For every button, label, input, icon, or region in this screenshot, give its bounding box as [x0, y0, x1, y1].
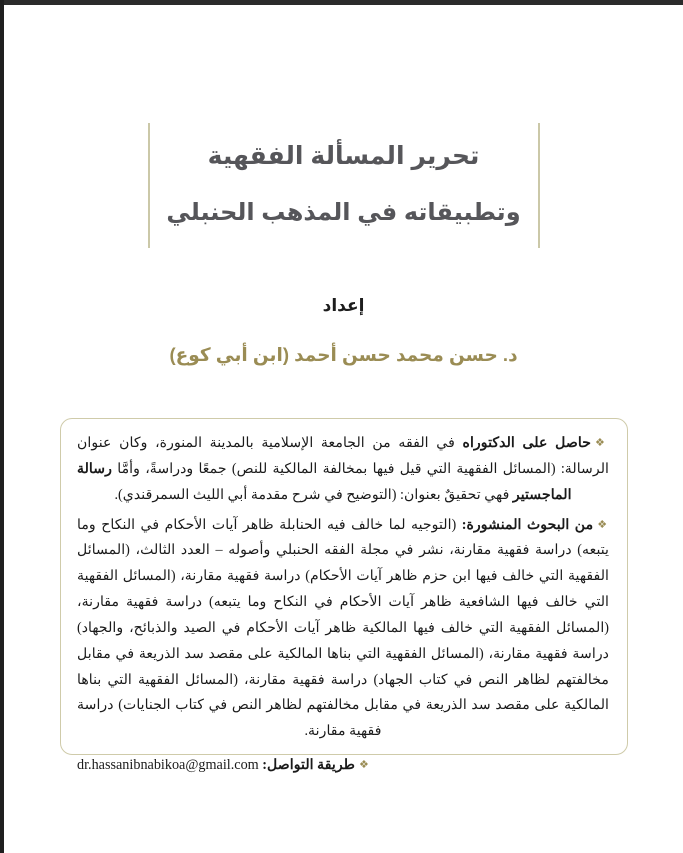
document-page [4, 5, 683, 853]
bio-publications-rest: (التوجيه لما خالف فيه الحنابلة ظاهر آيات الأحكام في النكاح وما يتبعه) دراسة فقهية مقارنة، نشر في مجلة الفقه الحنبلي وأصوله – العدد الثالث، (المسائل الفقهية التي خالف فيها ابن حزم ظاهر آيات الأحكام) دراسة فقهية مقارنة، (المسائل الفقهية التي خالف فيها الشافعية ظاهر آيات الأحكام في النكاح وما يتبعه) دراسة فقهية مقارنة، (المسائل الفقهية التي خالف فيها المالكية ظاهر آيات الأحكام في الصيد والذبائح، والجهاد) دراسة فقهية مقارنة، (المسائل الفقهية التي بناها المالكية على مقصد سد الذريعة في مقابل مخالفتهم لظاهر النص في كتاب الجهاد) دراسة فقهية مقارنة، (المسائل الفقهية التي بناها المالكية على مقصد سد الذريعة في مقابل مخالفتهم لظاهر النص في كتاب الجنايات) دراسة فقهية مقارنة. [77, 516, 609, 740]
bio-publications-lead: من البحوث المنشورة: [461, 516, 594, 533]
bullet-icon: ❖ [597, 518, 609, 531]
bio-doctorate-lead: حاصل على الدكتوراه [462, 435, 591, 451]
bio-item-doctorate [77, 431, 609, 509]
bio-item-publications [77, 513, 609, 746]
bullet-icon: ❖ [595, 437, 609, 449]
author-name: د. حسن محمد حسن أحمد (ابن أبي كوع) [169, 344, 518, 366]
title-block [4, 117, 683, 252]
author-block [4, 295, 683, 367]
bio-item-contact [77, 753, 609, 779]
document-title-line-2: وتطبيقاته في المذهب الحنبلي [166, 199, 521, 227]
document-title-line-1: تحرير المسألة الفقهية [207, 142, 480, 171]
author-bio-box [60, 418, 628, 774]
prepared-by-label: إعداد [322, 296, 365, 315]
bio-masters-rest: فهي تحقيقٌ بعنوان: (التوضيح في شرح مقدمة أبي الليث السمرقندي). [114, 486, 513, 503]
bullet-icon: ❖ [358, 759, 369, 772]
contact-email[interactable]: dr.hassanibnabikoa@gmail.com [77, 757, 259, 774]
title-text-group [150, 117, 538, 252]
contact-label: طريقة التواصل: [262, 757, 355, 774]
title-rule-left [148, 123, 150, 248]
bio-doctorate-rest: في الفقه من الجامعة الإسلامية بالمدينة المنورة، وكان عنوان الرسالة: (المسائل الفقهية التي قيل فيها بمخالفة المالكية للنص) جمعًا ودراسةً، وأمَّا [77, 435, 609, 477]
bio-masters-lead: رسالة الماجستير [77, 460, 572, 503]
title-rule-right [538, 123, 540, 248]
